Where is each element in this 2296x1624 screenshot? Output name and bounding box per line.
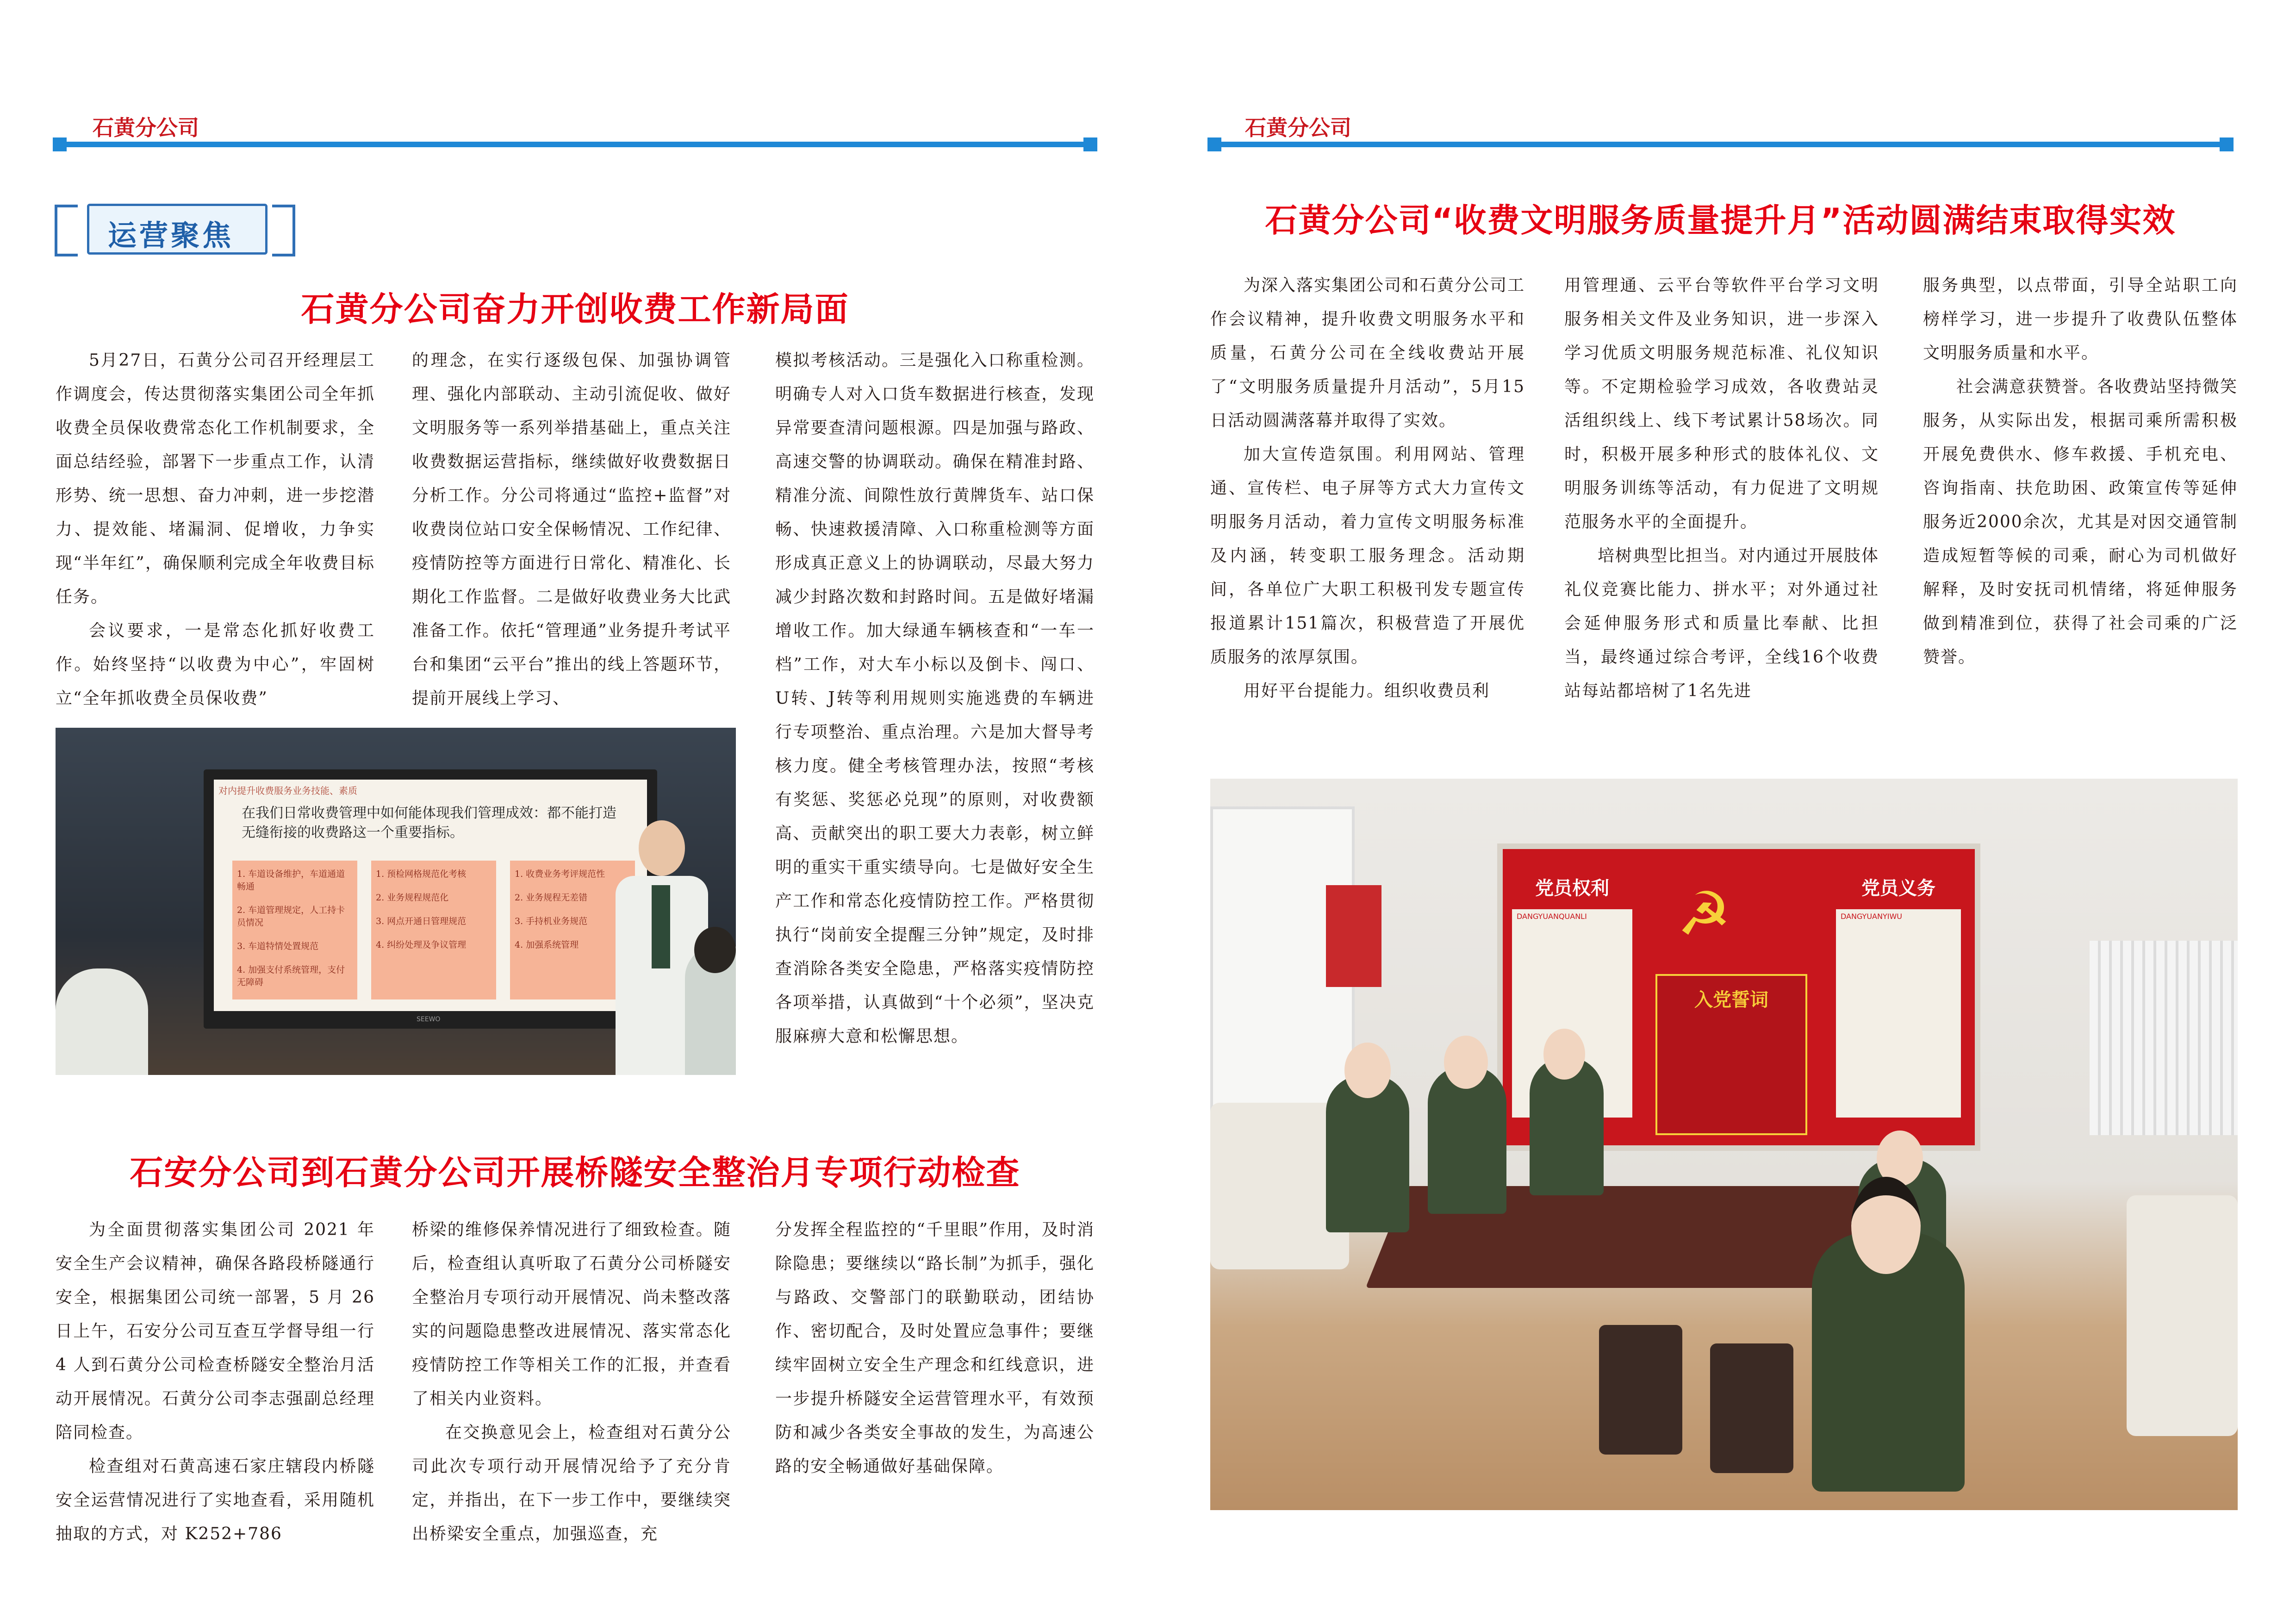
paragraph: 检查组对石黄高速石家庄辖段内桥隧安全运营情况进行了实地查看，采用随机抽取的方式，对 K252+786	[56, 1457, 375, 1543]
tag-ornament-left	[55, 205, 78, 256]
slide-box-line: 1. 车道设备维护，车道通道畅通	[237, 869, 345, 892]
oath-panel	[1655, 974, 1807, 1135]
panel-right-sub: DANGYUANYIWU	[1841, 912, 1902, 921]
article2-col2	[412, 1213, 731, 1551]
staff-member	[1326, 1075, 1409, 1232]
slide-box-1	[232, 861, 357, 999]
paragraph: 5月27日，石黄分公司召开经理层工作调度会，传达贯彻落实集团公司全年抓收费全员保收费常态化工作机制要求，全面总结经验，部署下一步重点工作，认清形势、统一思想、奋力冲刺，进一步挖潜力、提效能、堵漏洞、促增收，力争实现“半年红”，确保顺利完成全年收费目标任务。	[56, 351, 375, 606]
training-photo	[1210, 779, 2238, 1510]
paragraph: 为全面贯彻落实集团公司 2021 年安全生产会议精神，确保各路段桥隧通行安全，根据集团公司统一部署，5 月 26 日上午，石安分公司互查互学督导组一行 4 人到石黄分公司检查桥隧安全整治月活动开展情况。石黄分公司李志强副总经理陪同检查。	[56, 1220, 375, 1442]
slide-box-line: 2. 业务规程无差错	[515, 893, 588, 903]
notice-board	[1326, 885, 1381, 987]
article1-col1	[56, 344, 375, 715]
paragraph: 模拟考核活动。三是强化入口称重检测。明确专人对入口货车数据进行核查，发现异常要查清问题根源。四是加强与路政、高速交警的协调联动。确保在精准封路、精准分流、间隙性放行黄牌货车、站口保畅、快速救援清障、入口称重检测等方面形成真正意义上的协调联动，尽最大努力减少封路次数和封路时间。五是做好堵漏增收工作。加大绿通车辆核查和“一车一档”工作，对大车小标以及倒卡、闯口、U转、J转等利用规则实施逃费的车辆进行专项整治、重点治理。六是加大督导考核力度。健全考核管理办法，按照“考核有奖惩、奖惩必兑现”的原则，对收费额高、贡献突出的职工要大力表彰，树立鲜明的重实干重实绩导向。七是做好安全生产工作和常态化疫情防控工作。严格贯彻执行“岗前安全提醒三分钟”规定，及时排查消除各类安全隐患，严格落实疫情防控各项举措，认真做到“十个必须”，坚决克服麻痹大意和松懈思想。	[775, 351, 1095, 1046]
meeting-photo	[56, 728, 736, 1075]
paragraph: 用管理通、云平台等软件平台学习文明服务相关文件及业务知识，进一步深入学习优质文明服务规范标准、礼仪知识等。不定期检验学习成效，各收费站灵活组织线上、线下考试累计58场次。同时，积极开展多种形式的肢体礼仪、文明服务训练等活动，有力促进了文明规范服务水平的全面提升。	[1564, 276, 1879, 531]
slide-box-line: 4. 加强系统管理	[515, 940, 579, 950]
section-tag	[55, 200, 300, 260]
paragraph: 用好平台提能力。组织收费员利	[1244, 681, 1490, 700]
article2-col3	[775, 1213, 1095, 1483]
tag-ornament-right	[272, 205, 295, 256]
slide-header: 对内提升收费服务业务技能、素质	[218, 785, 357, 796]
slide-question: 在我们日常收费管理中如何能体现我们管理成效：都不能打造无缝衔接的收费路这一个重要指标。	[242, 805, 616, 841]
right-header-rule	[1210, 142, 2231, 147]
slide-box-2	[371, 861, 496, 999]
paragraph: 加大宣传造氛围。利用网站、管理通、宣传栏、电子屏等方式大力宣传文明服务月活动，着力宣传文明服务标准及内涵，转变职工服务理念。活动期间，各单位广大职工积极刊发专题宣传报道累计151篇次，积极营造了开展优质服务的浓厚氛围。	[1210, 445, 1525, 667]
article2-title: 石安分公司到石黄分公司开展桥隧安全整治月专项行动检查	[130, 1153, 1020, 1192]
slide-box-line: 3. 车道特情处置规范	[237, 941, 319, 951]
left-header-rule	[56, 142, 1095, 147]
right-col3	[1923, 269, 2238, 674]
paragraph: 为深入落实集团公司和石黄分公司工作会议精神，提升收费文明服务水平和质量，石黄分公司在全线收费站开展了“文明服务质量提升月活动”，5月15日活动圆满落幕并取得了实效。	[1210, 276, 1525, 430]
slide-box-line: 4. 加强支付系统管理，支付无障碍	[237, 965, 345, 987]
paragraph: 桥梁的维修保养情况进行了细致检查。随后，检查组认真听取了石黄分公司桥隧安全整治月专项行动开展情况、尚未整改落实的问题隐患整改进展情况、落实常态化疫情防控工作等相关工作的汇报，并查看了相关内业资料。	[412, 1220, 731, 1408]
article1-title: 石黄分公司奋力开创收费工作新局面	[301, 290, 849, 329]
article1-col2	[412, 344, 731, 715]
right-col2	[1564, 269, 1879, 708]
panel-left-sub: DANGYUANQUANLI	[1517, 912, 1587, 921]
paragraph: 的理念，在实行逐级包保、加强协调管理、强化内部联动、主动引流促收、做好文明服务等一系列举措基础上，重点关注收费数据运营指标，继续做好收费数据日分析工作。分公司将通过“监控+监督”对收费岗位站口安全保畅情况、工作纪律、疫情防控等方面进行日常化、精准化、长期化工作监督。二是做好收费业务大比武准备工作。依托“管理通”业务提升考试平台和集团“云平台”推出的线上答题环节，提前开展线上学习、	[412, 351, 731, 708]
attendee-left	[56, 968, 148, 1075]
right-article-title: 石黄分公司“收费文明服务质量提升月”活动圆满结束取得实效	[1265, 201, 2176, 239]
paragraph: 在交换意见会上，检查组对石黄分公司此次专项行动开展情况给予了充分肯定，并指出，在下一步工作中，要继续突出桥梁安全重点，加强巡查，充	[412, 1423, 731, 1543]
radiator	[2090, 941, 2238, 1135]
slide-box-line: 3. 网点开通日管理规范	[376, 916, 467, 926]
sofa	[2127, 1195, 2238, 1436]
slide-box-line: 2. 车道管理规定，人工持卡员情况	[237, 905, 345, 928]
paragraph: 分发挥全程监控的“千里眼”作用，及时消除隐患；要继续以“路长制”为抓手，强化与路政、交警部门的联勤联动，团结协作、密切配合，及时处置应急事件；要继续牢固树立安全生产理念和红线意识，进一步提升桥隧安全运营管理水平，有效预防和减少各类安全事故的发生，为高速公路的安全畅通做好基础保障。	[775, 1220, 1095, 1476]
chair	[1710, 1343, 1793, 1473]
right-running-head: 石黄分公司	[1245, 115, 1351, 140]
left-running-head: 石黄分公司	[93, 115, 199, 140]
article2-col1	[56, 1213, 375, 1551]
slide-box-line: 4. 纠纷处理及争议管理	[376, 940, 467, 950]
right-panel	[1836, 868, 1961, 1118]
right-col1	[1210, 269, 1525, 708]
panel-left-title: 党员权利	[1512, 868, 1632, 909]
paragraph: 社会满意获赞誉。各收费站坚持微笑服务，从实际出发，根据司乘所需积极开展免费供水、修车救援、手机充电、咨询指南、扶危助困、政策宣传等延伸服务近2000余次，尤其是对因交通管制造成短暂等候的司乘，耐心为司机做好解释，及时安抚司机情绪，将延伸服务做到精准到位，获得了社会司乘的广泛赞誉。	[1923, 377, 2238, 667]
tag-box	[87, 204, 268, 255]
paragraph: 服务典型，以点带面，引导全站职工向榜样学习，进一步提升了收费队伍整体文明服务质量和水平。	[1923, 276, 2238, 362]
chair	[1599, 1325, 1682, 1455]
presentation-screen	[204, 769, 657, 1029]
paragraph: 培树典型比担当。对内通过开展肢体礼仪竞赛比能力、拼水平；对外通过社会延伸服务形式和质量比奉献、比担当，最终通过综合考评，全线16个收费站每站都培树了1名先进	[1564, 546, 1879, 700]
panel-right-title: 党员义务	[1836, 868, 1961, 909]
slide-box-line: 2. 业务规程规范化	[376, 893, 449, 903]
slide-box-line: 1. 预检网格规范化考核	[376, 869, 467, 879]
oath-title: 入党誓词	[1694, 989, 1768, 1011]
article1-col3	[775, 344, 1095, 1053]
slide-box-line: 3. 手持机业务规范	[515, 916, 588, 926]
screen-brand: SEEWO	[417, 1016, 441, 1023]
slide-box-line: 1. 收费业务考评规范性	[515, 869, 605, 879]
paragraph: 会议要求，一是常态化抓好收费工作。始终坚持“以收费为中心”，牢固树立“全年抓收费全员保收费”	[56, 621, 375, 708]
emblem-icon: ☭	[1662, 872, 1746, 956]
section-tag-label: 运营聚焦	[108, 219, 234, 252]
